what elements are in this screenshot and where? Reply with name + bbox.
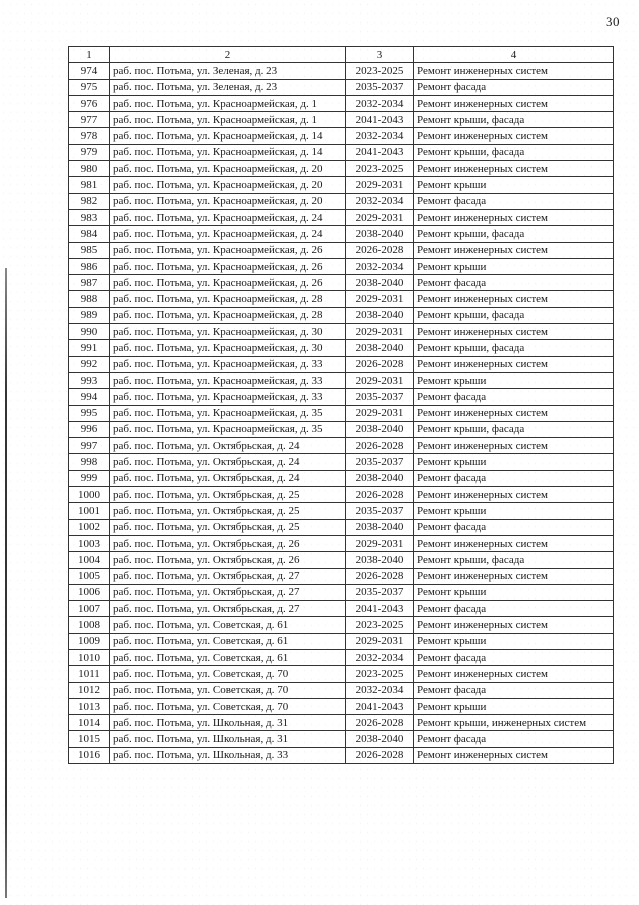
row-number-cell: 994 — [69, 389, 110, 405]
period-cell: 2023-2025 — [346, 617, 414, 633]
address-cell: раб. пос. Потьма, ул. Советская, д. 61 — [110, 617, 346, 633]
table-row — [69, 633, 614, 649]
work-type-cell: Ремонт крыши, фасада — [414, 340, 614, 356]
period-cell: 2029-2031 — [346, 633, 414, 649]
address-cell: раб. пос. Потьма, ул. Школьная, д. 31 — [110, 715, 346, 731]
row-number-cell: 996 — [69, 421, 110, 437]
table-row — [69, 340, 614, 356]
row-number-cell: 983 — [69, 209, 110, 225]
table-row — [69, 291, 614, 307]
address-cell: раб. пос. Потьма, ул. Красноармейская, д. 24 — [110, 226, 346, 242]
work-type-cell: Ремонт фасада — [414, 193, 614, 209]
address-cell: раб. пос. Потьма, ул. Красноармейская, д. 35 — [110, 405, 346, 421]
row-number-cell: 1016 — [69, 747, 110, 763]
column-header-work-type: 4 — [414, 47, 614, 63]
work-type-cell: Ремонт фасада — [414, 682, 614, 698]
table-row — [69, 258, 614, 274]
work-type-cell: Ремонт инженерных систем — [414, 405, 614, 421]
period-cell: 2035-2037 — [346, 454, 414, 470]
row-number-cell: 987 — [69, 275, 110, 291]
table-row — [69, 666, 614, 682]
row-number-cell: 1011 — [69, 666, 110, 682]
row-number-cell: 1003 — [69, 535, 110, 551]
table-row — [69, 405, 614, 421]
row-number-cell: 995 — [69, 405, 110, 421]
row-number-cell: 978 — [69, 128, 110, 144]
work-type-cell: Ремонт крыши — [414, 177, 614, 193]
table-row — [69, 568, 614, 584]
work-type-cell: Ремонт крыши, фасада — [414, 307, 614, 323]
row-number-cell: 1012 — [69, 682, 110, 698]
row-number-cell: 1004 — [69, 552, 110, 568]
work-type-cell: Ремонт крыши — [414, 584, 614, 600]
period-cell: 2038-2040 — [346, 731, 414, 747]
work-type-cell: Ремонт инженерных систем — [414, 487, 614, 503]
table-row — [69, 356, 614, 372]
column-header-address: 2 — [110, 47, 346, 63]
row-number-cell: 999 — [69, 470, 110, 486]
address-cell: раб. пос. Потьма, ул. Красноармейская, д. 14 — [110, 128, 346, 144]
work-type-cell: Ремонт крыши — [414, 503, 614, 519]
period-cell: 2032-2034 — [346, 649, 414, 665]
table-row — [69, 372, 614, 388]
period-cell: 2041-2043 — [346, 698, 414, 714]
work-type-cell: Ремонт крыши — [414, 258, 614, 274]
address-cell: раб. пос. Потьма, ул. Октябрьская, д. 24 — [110, 454, 346, 470]
work-type-cell: Ремонт фасада — [414, 389, 614, 405]
table-row — [69, 242, 614, 258]
work-type-cell: Ремонт инженерных систем — [414, 291, 614, 307]
period-cell: 2026-2028 — [346, 438, 414, 454]
work-type-cell: Ремонт крыши, фасада — [414, 226, 614, 242]
period-cell: 2032-2034 — [346, 258, 414, 274]
table-row — [69, 503, 614, 519]
row-number-cell: 1006 — [69, 584, 110, 600]
work-type-cell: Ремонт фасада — [414, 470, 614, 486]
address-cell: раб. пос. Потьма, ул. Советская, д. 61 — [110, 649, 346, 665]
address-cell: раб. пос. Потьма, ул. Красноармейская, д. 28 — [110, 291, 346, 307]
address-cell: раб. пос. Потьма, ул. Советская, д. 70 — [110, 682, 346, 698]
table-row — [69, 209, 614, 225]
row-number-cell: 1010 — [69, 649, 110, 665]
period-cell: 2041-2043 — [346, 144, 414, 160]
address-cell: раб. пос. Потьма, ул. Красноармейская, д. 26 — [110, 242, 346, 258]
work-type-cell: Ремонт инженерных систем — [414, 95, 614, 111]
period-cell: 2038-2040 — [346, 307, 414, 323]
table-row — [69, 584, 614, 600]
table-row — [69, 747, 614, 763]
period-cell: 2023-2025 — [346, 161, 414, 177]
address-cell: раб. пос. Потьма, ул. Красноармейская, д. 24 — [110, 209, 346, 225]
address-cell: раб. пос. Потьма, ул. Школьная, д. 31 — [110, 731, 346, 747]
address-cell: раб. пос. Потьма, ул. Красноармейская, д. 1 — [110, 95, 346, 111]
address-cell: раб. пос. Потьма, ул. Зеленая, д. 23 — [110, 63, 346, 79]
column-header-period: 3 — [346, 47, 414, 63]
table-row — [69, 63, 614, 79]
address-cell: раб. пос. Потьма, ул. Красноармейская, д. 30 — [110, 340, 346, 356]
period-cell: 2029-2031 — [346, 324, 414, 340]
period-cell: 2029-2031 — [346, 209, 414, 225]
work-type-cell: Ремонт фасада — [414, 79, 614, 95]
work-type-cell: Ремонт инженерных систем — [414, 568, 614, 584]
row-number-cell: 1009 — [69, 633, 110, 649]
row-number-cell: 981 — [69, 177, 110, 193]
period-cell: 2029-2031 — [346, 291, 414, 307]
period-cell: 2029-2031 — [346, 405, 414, 421]
work-type-cell: Ремонт крыши — [414, 698, 614, 714]
work-type-cell: Ремонт крыши — [414, 454, 614, 470]
table-row — [69, 324, 614, 340]
period-cell: 2026-2028 — [346, 747, 414, 763]
period-cell: 2038-2040 — [346, 552, 414, 568]
table-row — [69, 454, 614, 470]
table-row — [69, 617, 614, 633]
row-number-cell: 997 — [69, 438, 110, 454]
row-number-cell: 1005 — [69, 568, 110, 584]
period-cell: 2035-2037 — [346, 389, 414, 405]
table-row — [69, 307, 614, 323]
period-cell: 2026-2028 — [346, 568, 414, 584]
period-cell: 2038-2040 — [346, 275, 414, 291]
table-row — [69, 193, 614, 209]
row-number-cell: 991 — [69, 340, 110, 356]
table-row — [69, 275, 614, 291]
address-cell: раб. пос. Потьма, ул. Октябрьская, д. 26 — [110, 535, 346, 551]
address-cell: раб. пос. Потьма, ул. Октябрьская, д. 27 — [110, 568, 346, 584]
row-number-cell: 1008 — [69, 617, 110, 633]
address-cell: раб. пос. Потьма, ул. Красноармейская, д. 33 — [110, 372, 346, 388]
work-type-cell: Ремонт фасада — [414, 519, 614, 535]
address-cell: раб. пос. Потьма, ул. Октябрьская, д. 25 — [110, 503, 346, 519]
work-type-cell: Ремонт фасада — [414, 731, 614, 747]
address-cell: раб. пос. Потьма, ул. Зеленая, д. 23 — [110, 79, 346, 95]
work-type-cell: Ремонт инженерных систем — [414, 63, 614, 79]
work-type-cell: Ремонт крыши, фасада — [414, 144, 614, 160]
row-number-cell: 988 — [69, 291, 110, 307]
row-number-cell: 980 — [69, 161, 110, 177]
row-number-cell: 993 — [69, 372, 110, 388]
row-number-cell: 977 — [69, 112, 110, 128]
work-type-cell: Ремонт крыши, фасада — [414, 421, 614, 437]
period-cell: 2029-2031 — [346, 535, 414, 551]
address-cell: раб. пос. Потьма, ул. Советская, д. 70 — [110, 666, 346, 682]
address-cell: раб. пос. Потьма, ул. Красноармейская, д. 14 — [110, 144, 346, 160]
work-type-cell: Ремонт инженерных систем — [414, 209, 614, 225]
table-row — [69, 682, 614, 698]
period-cell: 2026-2028 — [346, 356, 414, 372]
address-cell: раб. пос. Потьма, ул. Октябрьская, д. 27 — [110, 601, 346, 617]
work-type-cell: Ремонт инженерных систем — [414, 747, 614, 763]
table-body — [69, 63, 614, 764]
work-type-cell: Ремонт крыши — [414, 633, 614, 649]
work-type-cell: Ремонт фасада — [414, 649, 614, 665]
table-row — [69, 601, 614, 617]
work-type-cell: Ремонт крыши, фасада — [414, 112, 614, 128]
table-row — [69, 519, 614, 535]
period-cell: 2035-2037 — [346, 584, 414, 600]
table-row — [69, 226, 614, 242]
row-number-cell: 979 — [69, 144, 110, 160]
period-cell: 2032-2034 — [346, 193, 414, 209]
period-cell: 2041-2043 — [346, 112, 414, 128]
row-number-cell: 984 — [69, 226, 110, 242]
period-cell: 2038-2040 — [346, 226, 414, 242]
work-type-cell: Ремонт крыши — [414, 372, 614, 388]
period-cell: 2029-2031 — [346, 372, 414, 388]
period-cell: 2038-2040 — [346, 519, 414, 535]
table-row — [69, 715, 614, 731]
work-type-cell: Ремонт инженерных систем — [414, 161, 614, 177]
row-number-cell: 1013 — [69, 698, 110, 714]
table-header-row — [69, 47, 614, 63]
period-cell: 2035-2037 — [346, 79, 414, 95]
period-cell: 2038-2040 — [346, 470, 414, 486]
address-cell: раб. пос. Потьма, ул. Октябрьская, д. 27 — [110, 584, 346, 600]
address-cell: раб. пос. Потьма, ул. Красноармейская, д. 26 — [110, 258, 346, 274]
row-number-cell: 974 — [69, 63, 110, 79]
period-cell: 2035-2037 — [346, 503, 414, 519]
row-number-cell: 992 — [69, 356, 110, 372]
address-cell: раб. пос. Потьма, ул. Красноармейская, д. 20 — [110, 177, 346, 193]
row-number-cell: 998 — [69, 454, 110, 470]
table-row — [69, 112, 614, 128]
row-number-cell: 1014 — [69, 715, 110, 731]
table-row — [69, 487, 614, 503]
address-cell: раб. пос. Потьма, ул. Октябрьская, д. 25 — [110, 487, 346, 503]
period-cell: 2026-2028 — [346, 487, 414, 503]
table-row — [69, 161, 614, 177]
column-header-number: 1 — [69, 47, 110, 63]
row-number-cell: 1007 — [69, 601, 110, 617]
period-cell: 2032-2034 — [346, 682, 414, 698]
row-number-cell: 976 — [69, 95, 110, 111]
table-row — [69, 128, 614, 144]
table-row — [69, 535, 614, 551]
address-cell: раб. пос. Потьма, ул. Красноармейская, д. 28 — [110, 307, 346, 323]
table-row — [69, 731, 614, 747]
work-type-cell: Ремонт инженерных систем — [414, 324, 614, 340]
period-cell: 2032-2034 — [346, 128, 414, 144]
row-number-cell: 986 — [69, 258, 110, 274]
work-type-cell: Ремонт инженерных систем — [414, 617, 614, 633]
row-number-cell: 989 — [69, 307, 110, 323]
scan-edge-line — [5, 268, 7, 898]
table-row — [69, 470, 614, 486]
table-row — [69, 552, 614, 568]
work-type-cell: Ремонт крыши, инженерных систем — [414, 715, 614, 731]
table-row — [69, 79, 614, 95]
period-cell: 2038-2040 — [346, 421, 414, 437]
period-cell: 2038-2040 — [346, 340, 414, 356]
address-cell: раб. пос. Потьма, ул. Красноармейская, д. 20 — [110, 193, 346, 209]
work-type-cell: Ремонт инженерных систем — [414, 666, 614, 682]
row-number-cell: 1002 — [69, 519, 110, 535]
table-row — [69, 649, 614, 665]
period-cell: 2026-2028 — [346, 715, 414, 731]
address-cell: раб. пос. Потьма, ул. Красноармейская, д. 30 — [110, 324, 346, 340]
address-cell: раб. пос. Потьма, ул. Октябрьская, д. 24 — [110, 438, 346, 454]
address-cell: раб. пос. Потьма, ул. Советская, д. 61 — [110, 633, 346, 649]
row-number-cell: 985 — [69, 242, 110, 258]
address-cell: раб. пос. Потьма, ул. Красноармейская, д. 20 — [110, 161, 346, 177]
work-type-cell: Ремонт крыши, фасада — [414, 552, 614, 568]
work-type-cell: Ремонт инженерных систем — [414, 438, 614, 454]
address-cell: раб. пос. Потьма, ул. Красноармейская, д. 35 — [110, 421, 346, 437]
address-cell: раб. пос. Потьма, ул. Октябрьская, д. 24 — [110, 470, 346, 486]
address-cell: раб. пос. Потьма, ул. Октябрьская, д. 25 — [110, 519, 346, 535]
row-number-cell: 990 — [69, 324, 110, 340]
table-row — [69, 421, 614, 437]
row-number-cell: 1000 — [69, 487, 110, 503]
address-cell: раб. пос. Потьма, ул. Октябрьская, д. 26 — [110, 552, 346, 568]
table-row — [69, 438, 614, 454]
period-cell: 2023-2025 — [346, 666, 414, 682]
table-row — [69, 389, 614, 405]
period-cell: 2026-2028 — [346, 242, 414, 258]
row-number-cell: 975 — [69, 79, 110, 95]
period-cell: 2032-2034 — [346, 95, 414, 111]
row-number-cell: 1015 — [69, 731, 110, 747]
address-cell: раб. пос. Потьма, ул. Красноармейская, д. 33 — [110, 356, 346, 372]
work-type-cell: Ремонт фасада — [414, 601, 614, 617]
repair-schedule-table — [68, 46, 614, 764]
row-number-cell: 1001 — [69, 503, 110, 519]
period-cell: 2029-2031 — [346, 177, 414, 193]
work-type-cell: Ремонт инженерных систем — [414, 356, 614, 372]
table-row — [69, 177, 614, 193]
table-row — [69, 698, 614, 714]
row-number-cell: 982 — [69, 193, 110, 209]
work-type-cell: Ремонт инженерных систем — [414, 242, 614, 258]
address-cell: раб. пос. Потьма, ул. Советская, д. 70 — [110, 698, 346, 714]
page-number: 30 — [606, 14, 620, 29]
period-cell: 2023-2025 — [346, 63, 414, 79]
address-cell: раб. пос. Потьма, ул. Красноармейская, д. 1 — [110, 112, 346, 128]
address-cell: раб. пос. Потьма, ул. Красноармейская, д. 26 — [110, 275, 346, 291]
table-row — [69, 144, 614, 160]
work-type-cell: Ремонт инженерных систем — [414, 535, 614, 551]
work-type-cell: Ремонт фасада — [414, 275, 614, 291]
period-cell: 2041-2043 — [346, 601, 414, 617]
address-cell: раб. пос. Потьма, ул. Школьная, д. 33 — [110, 747, 346, 763]
address-cell: раб. пос. Потьма, ул. Красноармейская, д. 33 — [110, 389, 346, 405]
table-row — [69, 95, 614, 111]
work-type-cell: Ремонт инженерных систем — [414, 128, 614, 144]
